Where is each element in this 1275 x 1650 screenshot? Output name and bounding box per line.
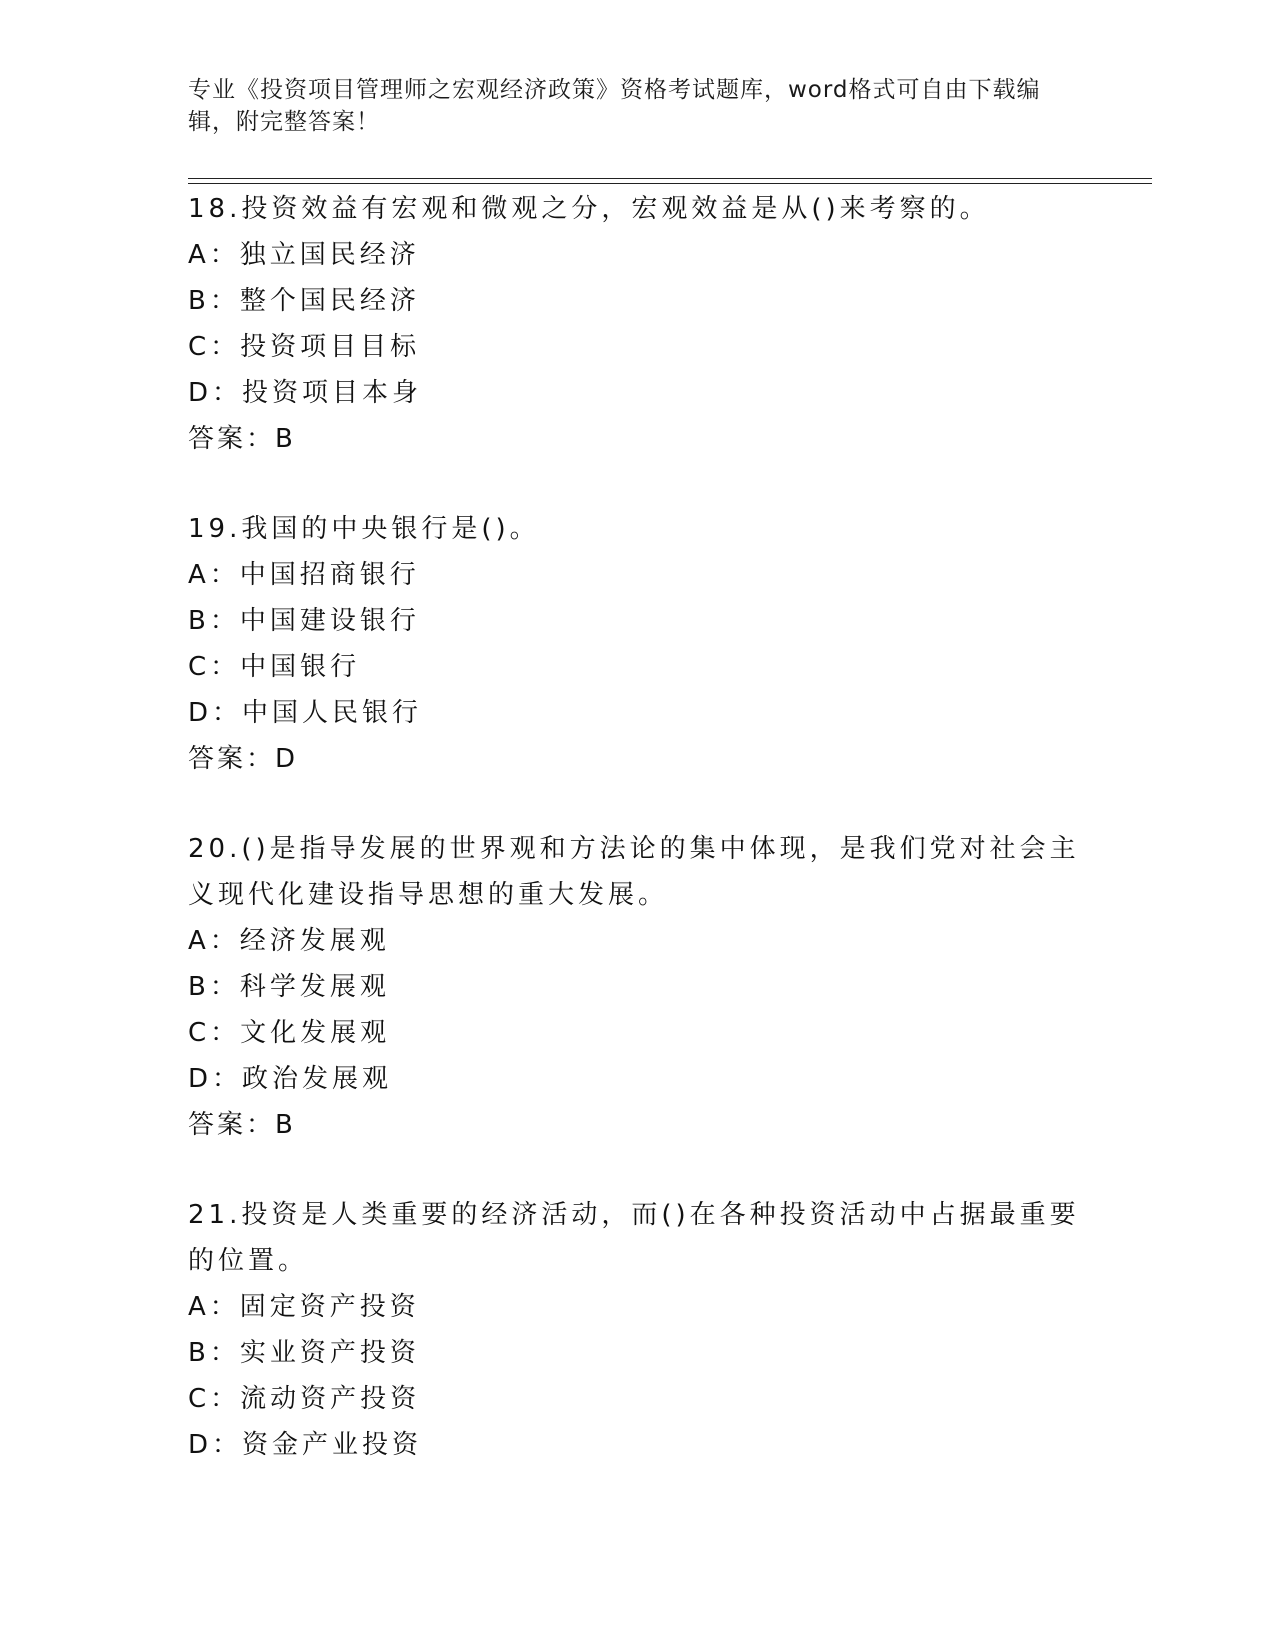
option-c: C：投资项目目标 [188,332,421,362]
question-stem: 18.投资效益有宏观和微观之分，宏观效益是从()来考察的。 [188,194,990,224]
header-rule-bottom [188,183,1152,184]
question-stem: 21.投资是人类重要的经济活动，而()在各种投资活动中占据最重要的位置。 [188,1200,1080,1276]
option-d: D：政治发展观 [188,1064,393,1094]
question-20 [188,826,1088,1148]
question-stem: 20.()是指导发展的世界观和方法论的集中体现，是我们党对社会主义现代化建设指导思想的重大发展。 [188,834,1080,910]
option-d: D：中国人民银行 [188,698,423,728]
option-a: A：经济发展观 [188,926,390,956]
option-c: C：文化发展观 [188,1018,391,1048]
option-b: B：中国建设银行 [188,606,420,636]
document-header: 专业《投资项目管理师之宏观经济政策》资格考试题库，word格式可自由下载编辑，附完整答案！ [188,77,1041,135]
option-b: B：科学发展观 [188,972,390,1002]
question-stem: 19.我国的中央银行是()。 [188,514,540,544]
option-c: C：中国银行 [188,652,361,682]
option-a: A：独立国民经济 [188,240,420,270]
question-21 [188,1192,1088,1468]
option-b: B：整个国民经济 [188,286,420,316]
answer: 答案：B [188,424,296,454]
option-a: A：中国招商银行 [188,560,420,590]
option-d: D：资金产业投资 [188,1430,423,1460]
option-d: D：投资项目本身 [188,378,423,408]
question-19 [188,506,1088,782]
header-rule-top [188,178,1152,179]
question-list [188,186,1088,1512]
option-c: C：流动资产投资 [188,1384,421,1414]
option-b: B：实业资产投资 [188,1338,420,1368]
option-a: A：固定资产投资 [188,1292,420,1322]
question-18 [188,186,1088,462]
answer: 答案：B [188,1110,296,1140]
answer: 答案：D [188,744,299,774]
